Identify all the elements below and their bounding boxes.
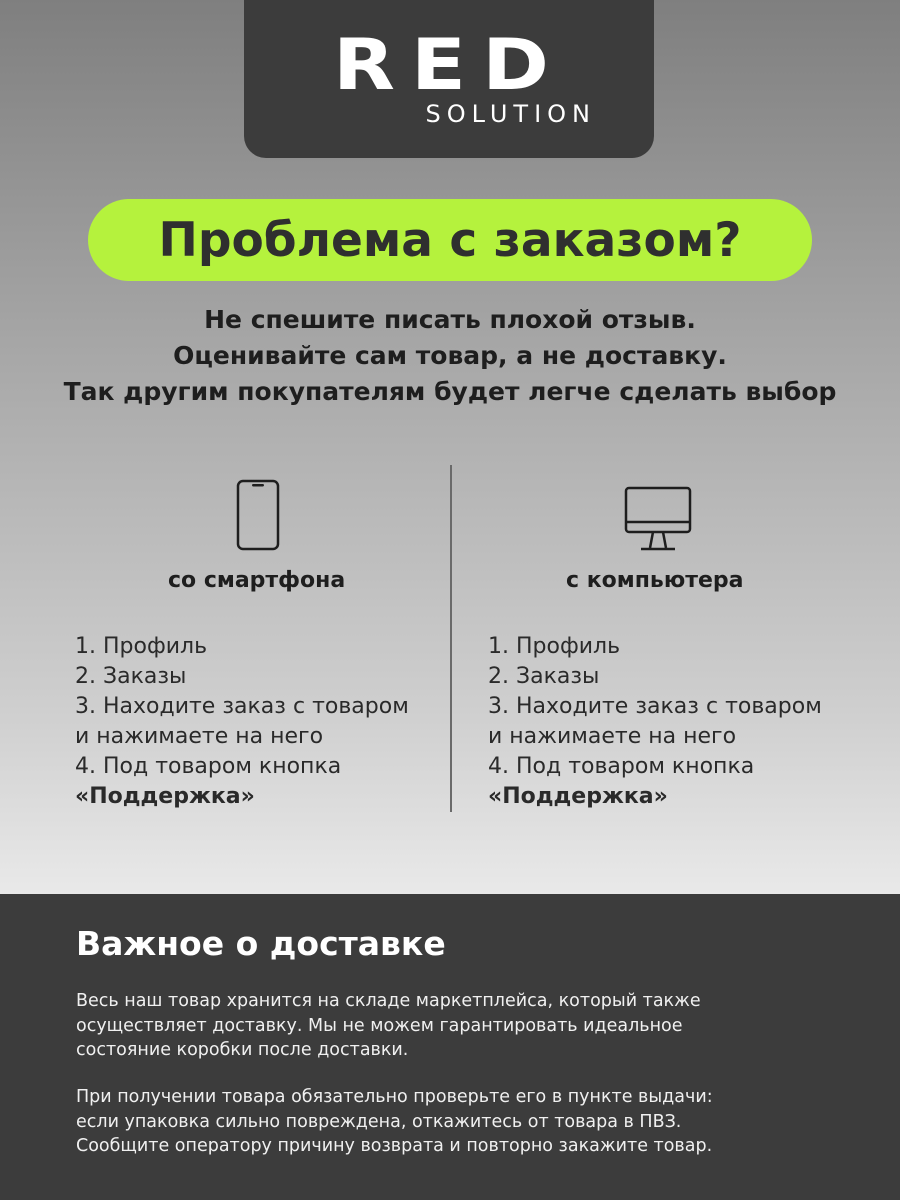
subtitle-line: Оценивайте сам товар, а не доставку. [173, 341, 727, 370]
subtitle-line: Так другим покупателям будет легче сделать выбор [63, 377, 837, 406]
support-button-label: «Поддержка» [75, 784, 255, 809]
step-item: 1. Профиль [75, 634, 208, 659]
subtitle [0, 302, 900, 410]
step-item: 4. Под товаром кнопка [75, 754, 342, 779]
step-item: 2. Заказы [488, 664, 600, 689]
step-item: 1. Профиль [488, 634, 621, 659]
step-item: 3. Находите заказ с товаром [488, 694, 822, 719]
step-item: 3. Находите заказ с товаром [75, 694, 409, 719]
step-item: 4. Под товаром кнопка [488, 754, 755, 779]
computer-heading: с компьютера [566, 568, 744, 593]
headline-pill [88, 199, 812, 281]
computer-steps [488, 632, 822, 812]
logo [244, 0, 654, 158]
step-item: и нажимаете на него [75, 724, 324, 749]
smartphone-icon [235, 478, 281, 556]
text-line: При получении товара обязательно проверьте его в пункте выдачи: [76, 1087, 713, 1107]
logo-sub-text: SOLUTION [425, 100, 596, 128]
delivery-section [0, 894, 900, 1200]
text-line: осуществляет доставку. Мы не можем гарантировать идеальное [76, 1015, 683, 1036]
support-button-label: «Поддержка» [488, 784, 668, 809]
logo-main-text: RED [332, 24, 566, 106]
text-line: Сообщите оператору причину возврата и повторно закажите товар. [76, 1136, 713, 1156]
smartphone-heading: со смартфона [168, 568, 346, 593]
text-line: Весь наш товар хранится на складе маркетплейса, который также [76, 991, 701, 1011]
monitor-icon [623, 478, 693, 556]
headline: Проблема с заказом? [158, 212, 742, 268]
delivery-paragraph-1 [76, 989, 701, 1063]
step-item: и нажимаете на него [488, 724, 737, 749]
column-divider [450, 465, 452, 812]
smartphone-steps [75, 632, 409, 812]
step-item: 2. Заказы [75, 664, 187, 689]
delivery-paragraph-2 [76, 1085, 713, 1159]
text-line: состояние коробки после доставки. [76, 1040, 409, 1060]
subtitle-line: Не спешите писать плохой отзыв. [204, 305, 696, 334]
delivery-title: Важное о доставке [76, 924, 446, 963]
text-line: если упаковка сильно повреждена, откажитесь от товара в ПВЗ. [76, 1111, 682, 1132]
